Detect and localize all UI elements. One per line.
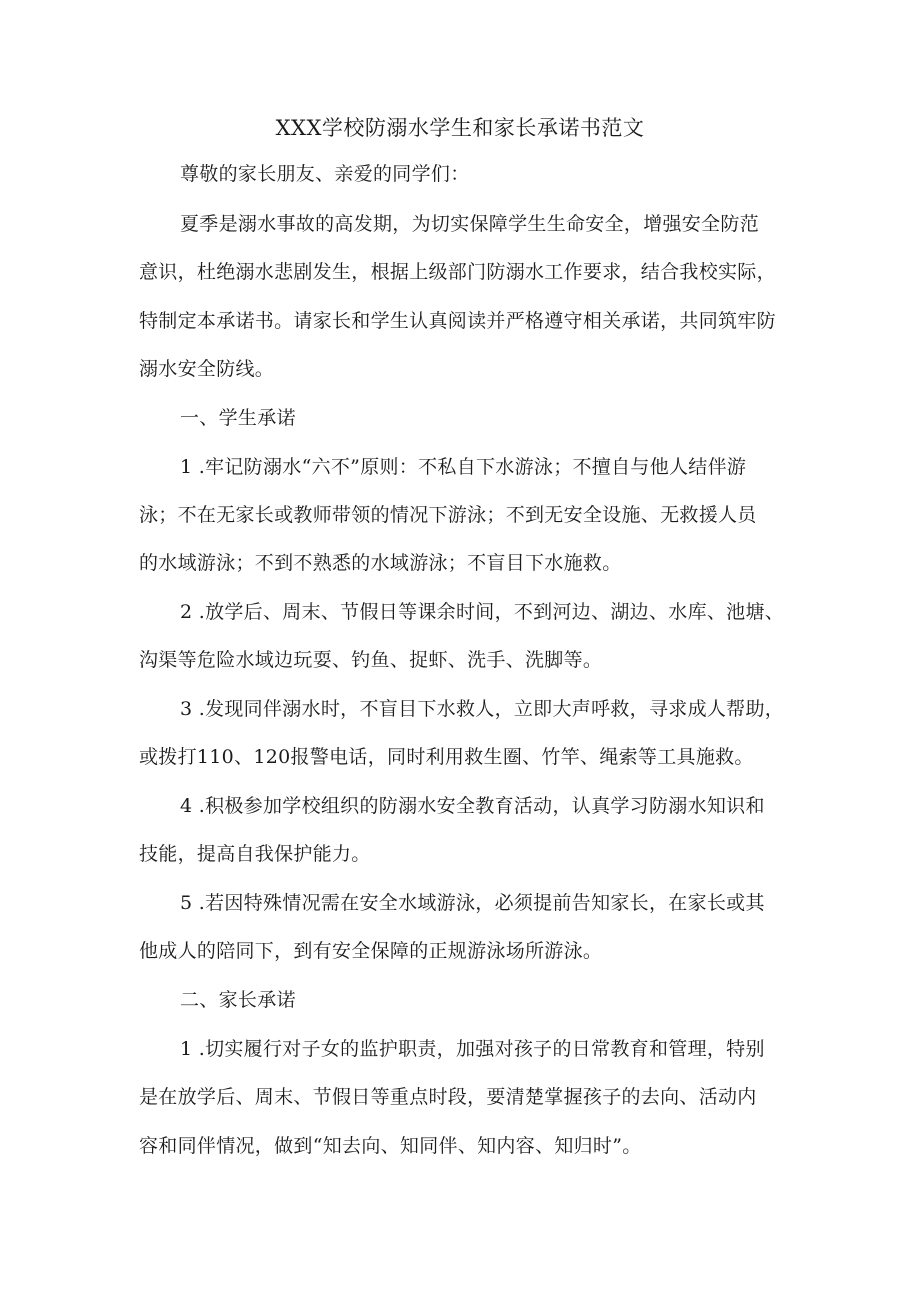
student-item-5-line-1: 5 .若因特殊情况需在安全水域游泳，必须提前告知家长，在家长或其	[180, 892, 765, 914]
student-item-3-line-1: 3 .发现同伴溺水时，不盲目下水救人，立即大声呼救，寻求成人帮助，	[180, 698, 785, 720]
intro-line-3: 特制定本承诺书。请家长和学生认真阅读并严格遵守相关承诺，共同筑牢防	[139, 310, 776, 332]
student-item-2-line-2: 沟渠等危险水域边玩耍、钓鱼、捉虾、洗手、洗脚等。	[139, 649, 603, 671]
student-item-3-line-2: 或拨打110、120报警电话，同时利用救生圈、竹竿、绳索等工具施救。	[139, 746, 754, 768]
student-item-1-line-3: 的水域游泳；不到不熟悉的水域游泳；不盲目下水施救。	[139, 552, 622, 574]
student-item-1-line-2: 泳；不在无家长或教师带领的情况下游泳；不到无安全设施、无救援人员	[139, 504, 757, 526]
student-item-4-line-1: 4 .积极参加学校组织的防溺水安全教育活动，认真学习防溺水知识和	[180, 795, 765, 817]
section-heading-students: 一、学生承诺	[180, 407, 296, 429]
student-item-4-line-2: 技能，提高自我保护能力。	[139, 843, 371, 865]
parent-item-1-line-2: 是在放学后、周末、节假日等重点时段，要清楚掌握孩子的去向、活动内	[139, 1086, 757, 1108]
parent-item-1-line-1: 1 .切实履行对子女的监护职责，加强对孩子的日常教育和管理，特别	[180, 1038, 765, 1060]
section-heading-parents: 二、家长承诺	[180, 989, 296, 1011]
parent-item-1-line-3: 容和同伴情况，做到“知去向、知同伴、知内容、知归时”。	[139, 1135, 642, 1157]
intro-line-2: 意识，杜绝溺水悲剧发生，根据上级部门防溺水工作要求，结合我校实际，	[139, 261, 776, 283]
student-item-5-line-2: 他成人的陪同下，到有安全保障的正规游泳场所游泳。	[139, 940, 603, 962]
document-title: XXX学校防溺水学生和家长承诺书范文	[275, 116, 645, 140]
student-item-2-line-1: 2 .放学后、周末、节假日等课余时间，不到河边、湖边、水库、池塘、	[180, 601, 785, 623]
intro-line-1: 夏季是溺水事故的高发期，为切实保障学生生命安全，增强安全防范	[180, 213, 760, 235]
student-item-1-line-1: 1 .牢记防溺水“六不”原则：不私自下水游泳；不擅自与他人结伴游	[180, 456, 747, 478]
intro-line-4: 溺水安全防线。	[139, 358, 275, 380]
greeting: 尊敬的家长朋友、亲爱的同学们：	[180, 163, 470, 185]
